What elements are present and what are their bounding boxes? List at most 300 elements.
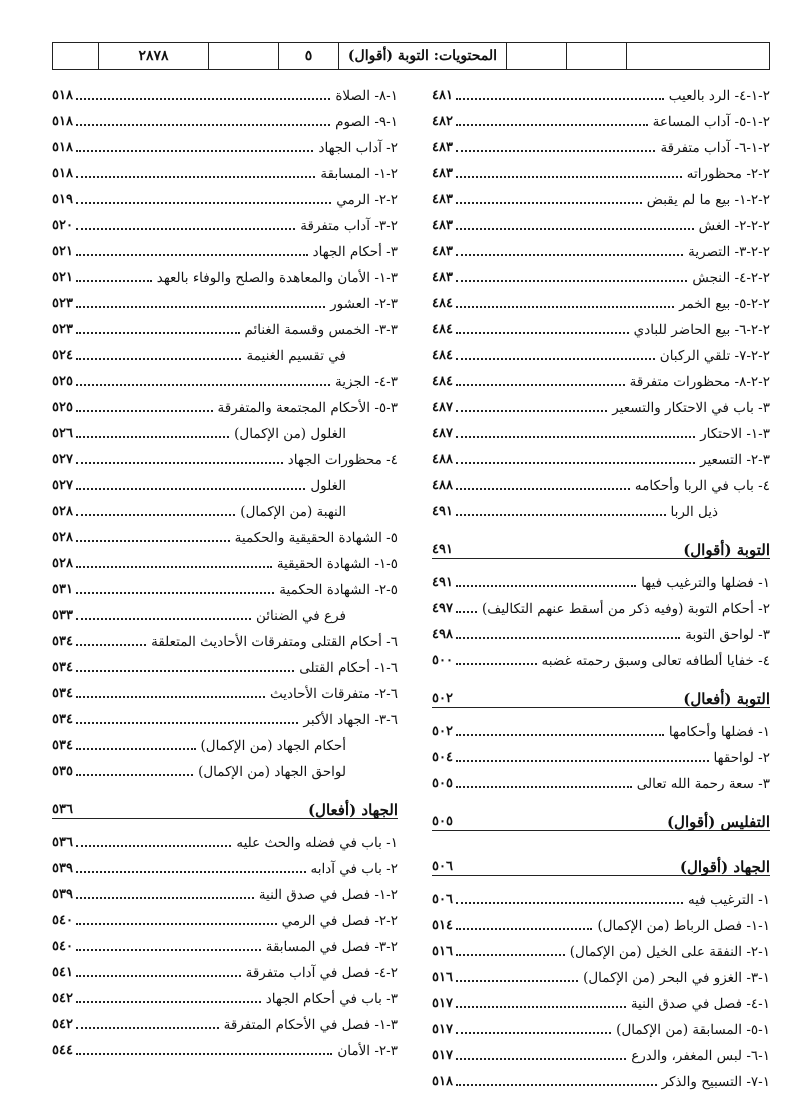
toc-entry-page: ٥٢٥ [52,400,73,415]
dot-leader [76,98,330,100]
dot-leader [456,902,683,904]
toc-entry [52,390,398,416]
toc-entry-page: ٥١٧ [432,996,453,1011]
toc-entry [432,390,770,416]
toc-entry-title: ٣- باب في الاحتكار والتسعير [612,400,770,416]
toc-entry-title: النهبة (من الإكمال) [240,504,346,520]
toc-entry-title: ١-٦- لبس المغفر، والدرع [631,1048,770,1064]
toc-entry-title: ١-١- فصل الرباط (من الإكمال) [597,918,770,934]
toc-entry [432,617,770,643]
toc-entry [52,1007,398,1033]
header-empty-cell [507,43,567,69]
toc-entry-page: ٥٢٠ [52,218,73,233]
dot-leader [76,254,308,256]
toc-entry [432,714,770,740]
dot-leader [456,358,655,360]
toc-entry-title: فرع في الضنائن [255,608,346,624]
dot-leader [456,954,565,956]
toc-entry-title: ٣-١- الأمان والمعاهدة والصلح والوفاء بالعهد [156,270,398,286]
toc-entry [52,104,398,130]
dot-leader [76,124,330,126]
toc-entry-page: ٥١٦ [432,970,453,985]
toc-entry-title: ١-٢- النفقة على الخيل (من الإكمال) [569,944,770,960]
toc-entry-page: ٥٢٥ [52,374,73,389]
dot-leader [76,514,235,516]
dot-leader [76,566,272,568]
dot-leader [456,176,682,178]
toc-entry [432,104,770,130]
toc-entry [52,702,398,728]
toc-entry-page: ٥٣٤ [52,660,73,675]
toc-entry [52,312,398,338]
toc-entry-title: ٢-٢-٥- بيع الخمر [679,296,770,312]
toc-entry-page: ٥٢٧ [52,478,73,493]
dot-leader [76,150,313,152]
toc-entry [432,740,770,766]
toc-entry [52,130,398,156]
dot-leader [76,748,196,750]
toc-entry-title: ٢-٢- محظوراته [686,166,770,182]
toc-entry-page: ٥١٧ [432,1048,453,1063]
toc-entry-title: لواحق الجهاد (من الإكمال) [198,764,346,780]
toc-entry [432,416,770,442]
toc-entry [52,624,398,650]
toc-entry-title: ٦- أحكام القتلى ومتفرقات الأحاديث المتعلقة [151,634,398,650]
toc-entry-page: ٥٢٨ [52,504,73,519]
toc-entry-title: ٣-١- فصل في الأحكام المتفرقة [223,1017,398,1033]
dot-leader [76,384,330,386]
dot-leader [76,176,315,178]
toc-entry-page: ٥٢٨ [52,556,73,571]
dot-leader [456,98,664,100]
toc-entry [52,598,398,624]
page-header [52,42,770,70]
dot-leader [76,592,274,594]
toc-entry-title: التوبة (أفعال) [683,690,770,708]
toc-entry-title: ٢- آداب الجهاد [318,140,398,156]
toc-entry-title: ٦-٣- الجهاد الأكبر [303,712,398,728]
toc-entry-title: ٢-٢-٣- التصرية [688,244,770,260]
toc-entry-title: ٢-١- فصل في صدق النية [258,887,398,903]
toc-entry [52,851,398,877]
toc-entry [52,1033,398,1059]
toc-entry [52,955,398,981]
toc-entry-page: ٤٩١ [432,575,453,590]
toc-entry-title: ٣- لواحق التوبة [685,627,770,643]
toc-entry [52,78,398,104]
dot-leader [456,928,593,930]
toc-entry-page: ٥٠٥ [432,814,453,829]
dot-leader [76,897,254,899]
toc-entry-page: ٥١٩ [52,192,73,207]
toc-entry [52,182,398,208]
toc-entry-title: ٣- باب في أحكام الجهاد [265,991,398,1007]
toc-entry-title: ٦-١- أحكام القتلى [299,660,398,676]
toc-entry-title: ١- فضلها والترغيب فيها [641,575,770,591]
toc-entry [432,986,770,1012]
toc-entry [432,934,770,960]
toc-entry-page: ٥١٤ [432,918,453,933]
dot-leader [456,150,655,152]
toc-entry-title: ١-٥- المسابقة (من الإكمال) [616,1022,770,1038]
toc-entry [432,1038,770,1064]
toc-entry-page: ٤٨٤ [432,374,453,389]
toc-entry [432,312,770,338]
toc-entry-page: ٥١٨ [52,114,73,129]
toc-entry-title: ١-٩- الصوم [335,114,398,130]
toc-left-column [52,78,398,1059]
header-empty-cell [627,43,769,69]
toc-entry-page: ٤٨٧ [432,426,453,441]
toc-section-heading [432,804,770,831]
toc-entry-page: ٤٨٤ [432,322,453,337]
toc-entry-title: ١-٣- الغزو في البحر (من الإكمال) [583,970,770,986]
toc-entry-title: ٢-٢-٨- محظورات متفرقة [629,374,770,390]
toc-section-heading [432,681,770,708]
toc-entry-title: ٤- خفايا ألطافه تعالى وسبق رحمته غضبه [541,653,770,669]
toc-entry-title: ١- فضلها وأحكامها [668,724,770,740]
toc-entry-page: ٥٣٩ [52,861,73,876]
toc-entry-page: ٤٨٢ [432,114,453,129]
dot-leader [456,1084,657,1086]
toc-entry [432,960,770,986]
toc-entry-title: التفليس (أقوال) [666,813,770,831]
toc-entry-page: ٥٣٩ [52,887,73,902]
dot-leader [456,980,578,982]
toc-entry-title: ٥-٢- الشهادة الحكمية [279,582,398,598]
dot-leader [456,254,683,256]
toc-entry-page: ٥١٧ [432,1022,453,1037]
toc-entry-page: ٥٣٤ [52,634,73,649]
dot-leader [76,1027,219,1029]
toc-entry-page: ٥٢٦ [52,426,73,441]
toc-entry-page: ٤٨١ [432,88,453,103]
toc-entry-title: ٦-٢- متفرقات الأحاديث [269,686,398,702]
toc-entry-title: ٢- أحكام التوبة (وفيه ذكر من أسقط عنهم التكاليف) [481,601,770,617]
toc-entry-page: ٤٩٧ [432,601,453,616]
dot-leader [76,845,231,847]
page-number: ٢٨٧٨ [99,43,209,69]
toc-entry [432,591,770,617]
section-gap [432,520,770,532]
dot-leader [456,436,695,438]
toc-entry-page: ٥١٨ [432,1074,453,1089]
section-gap [52,780,398,792]
toc-entry-page: ٥١٨ [52,140,73,155]
dot-leader [456,1032,611,1034]
dot-leader [76,410,213,412]
dot-leader [456,663,537,665]
toc-entry-title: ٢-٢- فصل في الرمي [281,913,398,929]
toc-entry [432,1012,770,1038]
dot-leader [76,670,294,672]
toc-section-heading [432,849,770,876]
toc-entry [52,676,398,702]
toc-right-column [432,78,770,1090]
toc-entry [432,643,770,669]
dot-leader [76,228,295,230]
toc-entry-title: ٢-٢-٧- تلقي الركبان [659,348,770,364]
toc-entry-title: ١- باب في فضله والحث عليه [236,835,398,851]
toc-entry-title: ٥- الشهادة الحقيقية والحكمية [234,530,398,546]
section-gap [432,837,770,849]
toc-entry-page: ٥٣٥ [52,764,73,779]
toc-entry [52,208,398,234]
dot-leader [76,358,242,360]
dot-leader [76,462,283,464]
toc-entry-page: ٥٣٣ [52,608,73,623]
toc-entry-title: ٢-١- المسابقة [320,166,398,182]
header-mark: ٥ [279,43,339,69]
toc-section-heading [52,792,398,819]
toc-entry [432,234,770,260]
toc-entry-title: ٣-٢- العشور [330,296,398,312]
toc-entry-title: ٤- محظورات الجهاد [287,452,398,468]
dot-leader [76,975,241,977]
toc-entry [52,903,398,929]
toc-entry-page: ٥٤٠ [52,939,73,954]
toc-entry-title: ١-٨- الصلاة [335,88,398,104]
toc-entry-page: ٥٢٨ [52,530,73,545]
toc-entry-title: ٢-٢-١- بيع ما لم يقبض [646,192,770,208]
toc-entry [52,156,398,182]
toc-entry-page: ٤٩١ [432,504,453,519]
dot-leader [76,306,325,308]
toc-entry [52,468,398,494]
toc-entry-title: ٢-٤- فصل في آداب متفرقة [245,965,398,981]
dot-leader [76,949,261,951]
dot-leader [456,637,680,639]
header-empty-cell [53,43,99,69]
toc-entry-title: ٣- سعة رحمة الله تعالى [636,776,770,792]
toc-entry [432,208,770,234]
toc-entry-title: التوبة (أقوال) [683,541,770,559]
toc-entry-page: ٥٠٥ [432,776,453,791]
dot-leader [76,618,251,620]
toc-entry [432,468,770,494]
toc-entry-title: ٢-٢-٦- بيع الحاضر للبادي [633,322,770,338]
toc-entry-page: ٥٢٣ [52,322,73,337]
toc-entry-page: ٥٣٦ [52,802,73,817]
dot-leader [456,410,607,412]
section-gap [432,792,770,804]
toc-entry-page: ٥١٦ [432,944,453,959]
toc-entry-title: ذيل الربا [670,504,718,520]
dot-leader [76,923,277,925]
section-gap [432,669,770,681]
toc-entry-page: ٥٢٣ [52,296,73,311]
toc-entry-title: ٢-١-٥- آداب المساعة [652,114,770,130]
toc-entry-page: ٥٢١ [52,270,73,285]
toc-entry [52,650,398,676]
dot-leader [456,585,636,587]
toc-entry-title: ٢-١-٤- الرد بالعيب [668,88,770,104]
toc-entry [52,286,398,312]
dot-leader [456,306,674,308]
toc-entry-page: ٤٨٨ [432,478,453,493]
toc-entry-title: ٢-٢-٤- النجش [692,270,770,286]
dot-leader [456,384,625,386]
toc-entry-page: ٤٩٨ [432,627,453,642]
toc-entry [52,728,398,754]
toc-entry [432,338,770,364]
header-empty-cell [567,43,627,69]
toc-entry [432,766,770,792]
toc-entry [52,494,398,520]
toc-entry [52,520,398,546]
dot-leader [456,1006,626,1008]
toc-entry-page: ٥٠٦ [432,859,453,874]
toc-entry-page: ٥١٨ [52,88,73,103]
dot-leader [456,786,632,788]
dot-leader [76,540,230,542]
toc-entry-title: ١-٧- التسبيح والذكر [661,1074,770,1090]
dot-leader [76,1053,332,1055]
toc-entry-page: ٤٨٤ [432,348,453,363]
toc-entry-title: ٤- باب في الربا وأحكامه [634,478,770,494]
toc-entry [52,546,398,572]
dot-leader [456,488,630,490]
toc-entry-title: الجهاد (أفعال) [307,801,398,819]
toc-entry-title: ٣-١- الاحتكار [700,426,770,442]
toc-entry-page: ٥٠٦ [432,892,453,907]
toc-entry-page: ٥١٨ [52,166,73,181]
toc-entry-title: أحكام الجهاد (من الإكمال) [200,738,346,754]
toc-entry-page: ٤٨٣ [432,192,453,207]
toc-entry-page: ٥٣٤ [52,712,73,727]
toc-entry-title: الغلول (من الإكمال) [234,426,346,442]
toc-entry [52,234,398,260]
dot-leader [76,722,298,724]
toc-entry-page: ٥٤٢ [52,1017,73,1032]
toc-entry [52,572,398,598]
toc-entry-title: ٣-٤- الجزية [335,374,398,390]
dot-leader [76,488,305,490]
toc-entry [432,1064,770,1090]
toc-entry-page: ٤٨٣ [432,270,453,285]
toc-entry-page: ٥٤٠ [52,913,73,928]
dot-leader [76,871,306,873]
toc-entry-page: ٤٨٤ [432,296,453,311]
toc-entry-page: ٥٠٢ [432,691,453,706]
toc-entry-title: ٢-٣- آداب متفرقة [300,218,398,234]
toc-entry [432,494,770,520]
toc-section-heading [432,532,770,559]
toc-entry [52,338,398,364]
toc-entry-page: ٥٣١ [52,582,73,597]
toc-entry [432,882,770,908]
toc-entry-page: ٥٣٤ [52,686,73,701]
toc-entry-page: ٤٨٣ [432,166,453,181]
dot-leader [76,280,152,282]
toc-entry-page: ٥٣٦ [52,835,73,850]
dot-leader [456,202,642,204]
toc-entry [432,442,770,468]
toc-entry [52,416,398,442]
dot-leader [456,514,666,516]
toc-entry-page: ٤٨٣ [432,218,453,233]
toc-entry-title: ٢- باب في آدابه [310,861,398,877]
dot-leader [456,462,695,464]
toc-entry-page: ٥٠٤ [432,750,453,765]
dot-leader [456,280,687,282]
toc-entry-page: ٥٤٢ [52,991,73,1006]
toc-entry [432,565,770,591]
toc-entry [52,981,398,1007]
toc-entry-title: ٢-٢- الرمي [336,192,398,208]
toc-entry-page: ٥٣٤ [52,738,73,753]
toc-entry [432,130,770,156]
toc-entry-title: ٢-١-٦- آداب متفرقة [660,140,770,156]
toc-entry-page: ٤٩١ [432,542,453,557]
toc-entry-title: ٥-١- الشهادة الحقيقية [276,556,398,572]
toc-entry-title: في تقسيم الغنيمة [246,348,346,364]
dot-leader [456,332,629,334]
dot-leader [456,1058,626,1060]
toc-entry-title: ٣- أحكام الجهاد [312,244,398,260]
dot-leader [76,774,193,776]
toc-entry [52,442,398,468]
toc-entry-title: الجهاد (أقوال) [679,858,770,876]
toc-entry [432,286,770,312]
toc-entry [432,182,770,208]
toc-entry [432,78,770,104]
toc-entry [52,929,398,955]
toc-entry [52,877,398,903]
toc-entry [432,156,770,182]
toc-entry-page: ٤٨٣ [432,140,453,155]
toc-entry [52,825,398,851]
dot-leader [456,760,709,762]
dot-leader [456,228,694,230]
toc-entry-page: ٥٤٤ [52,1043,73,1058]
toc-entry-title: ٣-٢- الأمان [337,1043,398,1059]
header-empty-cell [209,43,279,69]
toc-entry-title: ٣-٥- الأحكام المجتمعة والمتفرقة [217,400,398,416]
dot-leader [76,332,240,334]
dot-leader [456,734,664,736]
toc-entry [52,364,398,390]
dot-leader [76,644,146,646]
toc-entry-page: ٤٨٨ [432,452,453,467]
dot-leader [76,1001,261,1003]
toc-entry-page: ٥٢١ [52,244,73,259]
dot-leader [456,124,648,126]
toc-entry-page: ٤٨٣ [432,244,453,259]
toc-entry-page: ٥٢٤ [52,348,73,363]
toc-entry-page: ٥٢٧ [52,452,73,467]
toc-entry [432,364,770,390]
toc-entry-title: ٢-٢-٢- الغش [698,218,770,234]
toc-entry [52,260,398,286]
toc-entry-page: ٥٤١ [52,965,73,980]
dot-leader [456,611,477,613]
toc-entry-title: ٢- لواحقها [713,750,770,766]
dot-leader [76,202,331,204]
toc-entry-title: ٢-٣- فصل في المسابقة [265,939,398,955]
toc-entry-page: ٥٠٠ [432,653,453,668]
toc-entry-page: ٥٠٢ [432,724,453,739]
toc-entry [432,260,770,286]
toc-entry-title: ٣-٢- التسعير [700,452,770,468]
toc-entry [432,908,770,934]
toc-entry-title: ١-٤- فصل في صدق النية [630,996,770,1012]
toc-entry-title: الغلول [310,478,346,494]
dot-leader [76,696,265,698]
running-title: المحتويات: التوبة (أقوال) [339,43,507,69]
toc-entry-title: ١- الترغيب فيه [688,892,770,908]
dot-leader [76,436,229,438]
